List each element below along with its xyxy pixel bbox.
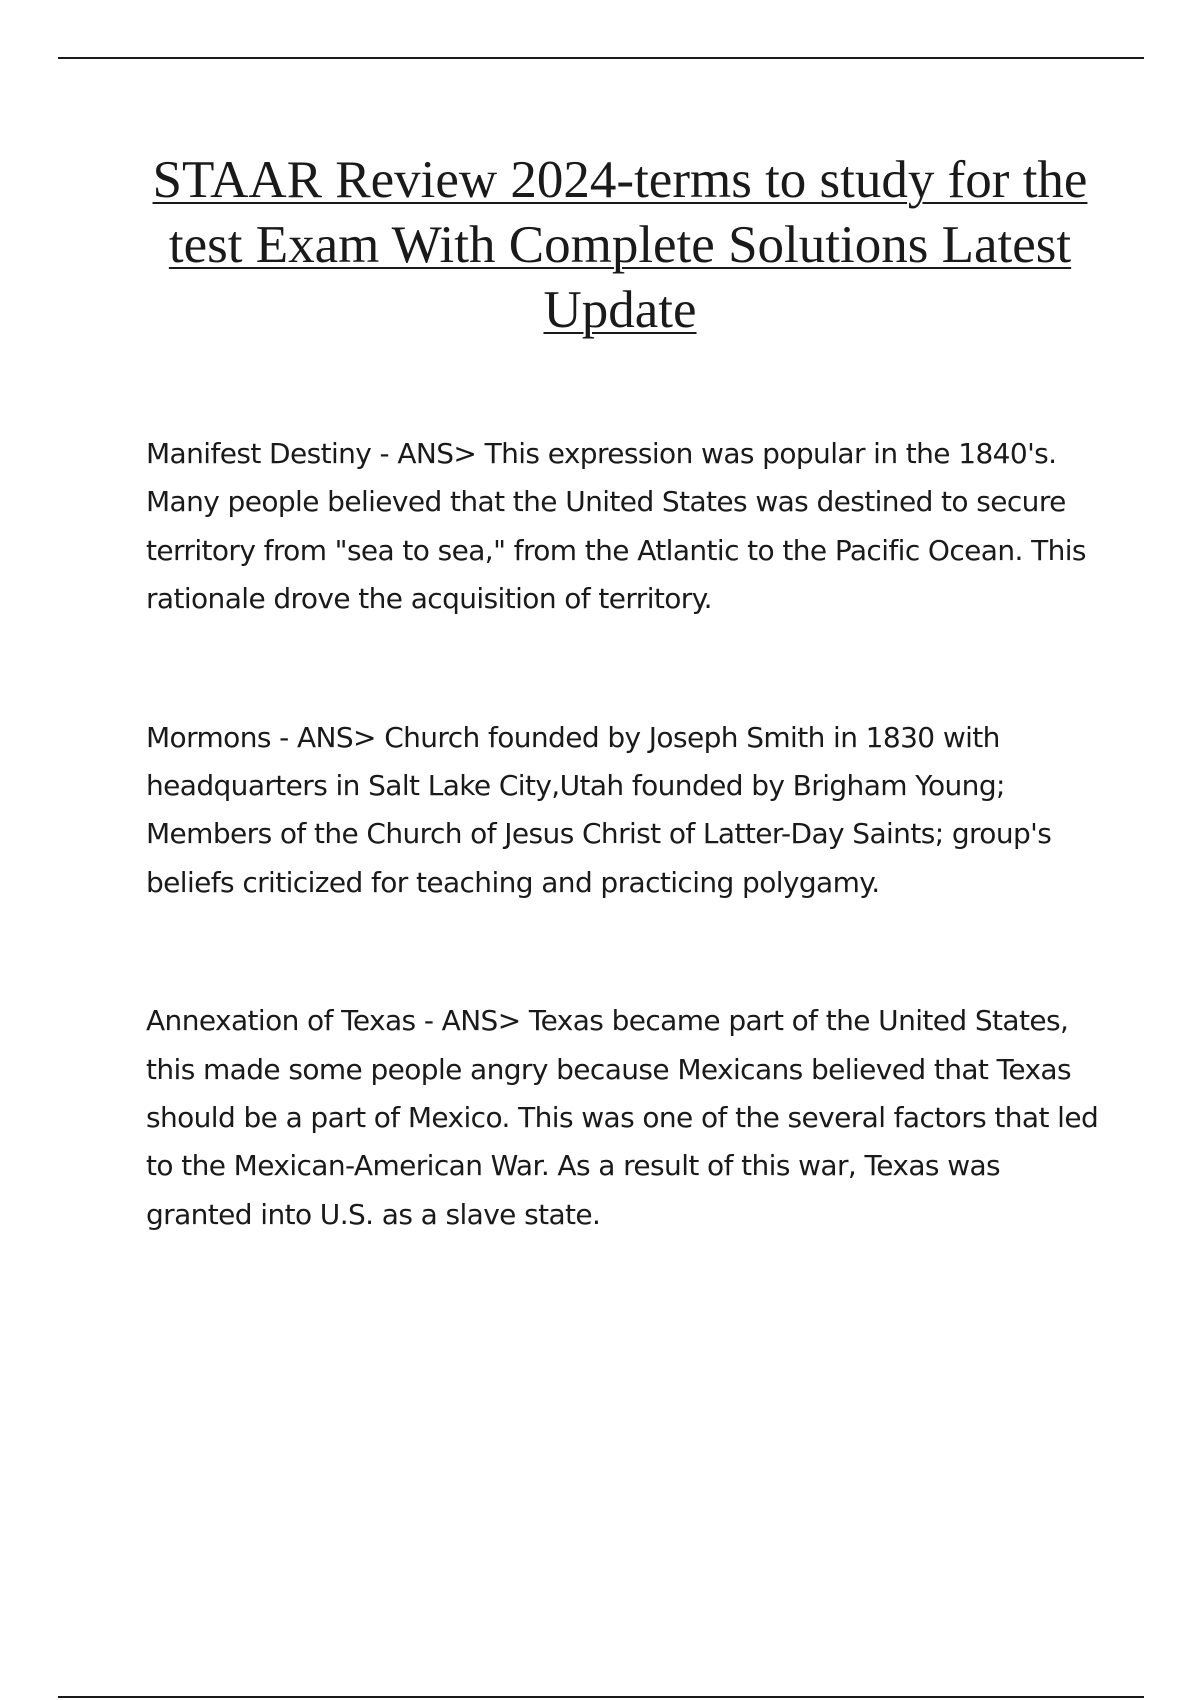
bottom-divider bbox=[58, 1696, 1144, 1698]
document-title: STAAR Review 2024-terms to study for the test Exam With Complete Solutions Latest Update bbox=[152, 151, 1088, 339]
entry-annexation-of-texas: Annexation of Texas - ANS> Texas became part of the United States, this made some people angry because Mexicans believed that Texas should be a part of Mexico. This was one of the several factors that led to the Mexican-American War. As a result of this war, Texas was granted into U.S. as a slave state. bbox=[146, 1004, 1099, 1231]
entry-list bbox=[146, 430, 1106, 1329]
entry-manifest-destiny: Manifest Destiny - ANS> This expression was popular in the 1840's. Many people believed that the United States was destined to secure territory from "sea to sea," from the Atlantic to the Pacific Ocean. This rationale drove the acquisition of territory. bbox=[146, 437, 1086, 616]
top-divider bbox=[58, 57, 1144, 59]
entry-mormons: Mormons - ANS> Church founded by Joseph Smith in 1830 with headquarters in Salt Lake City,Utah founded by Brigham Young; Members of the Church of Jesus Christ of Latter-Day Saints; group's beliefs criticized for teaching and practicing polygamy. bbox=[146, 720, 1052, 899]
